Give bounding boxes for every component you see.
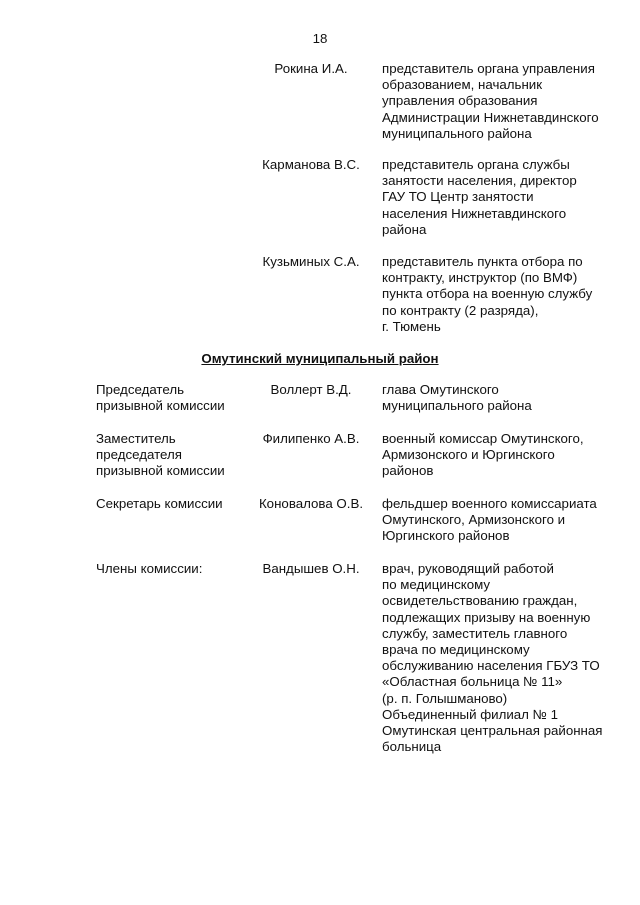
role-line: Председатель: [96, 382, 185, 397]
description-line: образованием, начальник: [382, 77, 543, 93]
commission-role: [96, 496, 256, 512]
member-description: [382, 561, 617, 755]
commission-role: [96, 431, 256, 480]
member-description: [382, 496, 617, 545]
description-line: занятости населения, директор: [382, 173, 577, 189]
description-line: районов: [382, 463, 434, 479]
description-line: Администрации Нижнетавдинского: [382, 109, 599, 125]
role-line: призывной комиссии: [96, 463, 225, 479]
role-line: Секретарь комиссии: [96, 496, 223, 511]
section-title: Омутинский муниципальный район: [201, 351, 439, 366]
member-name: Карманова В.С.: [262, 157, 360, 172]
description-line: Омутинского, Армизонского и: [382, 512, 566, 528]
description-line: муниципального района: [382, 398, 532, 414]
description-line: по контракту (2 разряда),: [382, 302, 539, 318]
description-line: муниципального района: [382, 125, 532, 141]
member-description: [382, 382, 617, 414]
description-line: глава Омутинского: [382, 382, 499, 397]
page-number: 18: [312, 31, 328, 46]
member-name: Кузьминых С.А.: [262, 254, 360, 269]
commission-role: [96, 382, 256, 414]
description-line: освидетельствованию граждан,: [382, 593, 578, 609]
member-description: [382, 431, 617, 480]
role-line: Заместитель: [96, 431, 176, 446]
description-line: г. Тюмень: [382, 318, 441, 334]
description-line: представитель органа службы: [382, 157, 570, 172]
description-line: обслуживанию населения ГБУЗ ТО: [382, 658, 600, 674]
description-line: службу, заместитель главного: [382, 625, 568, 641]
description-line: представитель пункта отбора по: [382, 254, 583, 269]
description-line: контракту, инструктор (по ВМФ): [382, 270, 578, 286]
description-line: населения Нижнетавдинского: [382, 205, 567, 221]
description-line: по медицинскому: [382, 577, 491, 593]
description-line: Объединенный филиал № 1: [382, 706, 558, 722]
description-line: больница: [382, 739, 442, 755]
member-name: Филипенко А.В.: [262, 431, 360, 446]
member-description: [382, 157, 617, 238]
member-description: [382, 61, 617, 142]
description-line: (р. п. Голышманово): [382, 690, 508, 706]
description-line: Омутинская центральная районная: [382, 723, 603, 739]
description-line: ГАУ ТО Центр занятости: [382, 189, 534, 205]
description-line: Армизонского и Юргинского: [382, 447, 555, 463]
description-line: фельдшер военного комиссариата: [382, 496, 597, 511]
description-line: Юргинского районов: [382, 528, 510, 544]
member-name: Воллерт В.Д.: [270, 382, 352, 397]
description-line: управления образования: [382, 93, 538, 109]
role-line: председателя: [96, 447, 182, 463]
description-line: военный комиссар Омутинского,: [382, 431, 584, 446]
member-name: Рокина И.А.: [274, 61, 348, 76]
description-line: врача по медицинскому: [382, 642, 530, 658]
description-line: района: [382, 221, 427, 237]
role-line: Члены комиссии:: [96, 561, 203, 576]
description-line: представитель органа управления: [382, 61, 595, 76]
description-line: подлежащих призыву на военную: [382, 609, 591, 625]
description-line: врач, руководящий работой: [382, 561, 554, 576]
commission-role: [96, 561, 256, 577]
role-line: призывной комиссии: [96, 398, 225, 414]
description-line: «Областная больница № 11»: [382, 674, 563, 690]
description-line: пункта отбора на военную службу: [382, 286, 593, 302]
member-description: [382, 254, 617, 335]
member-name: Коновалова О.В.: [258, 496, 364, 511]
member-name: Вандышев О.Н.: [262, 561, 360, 576]
